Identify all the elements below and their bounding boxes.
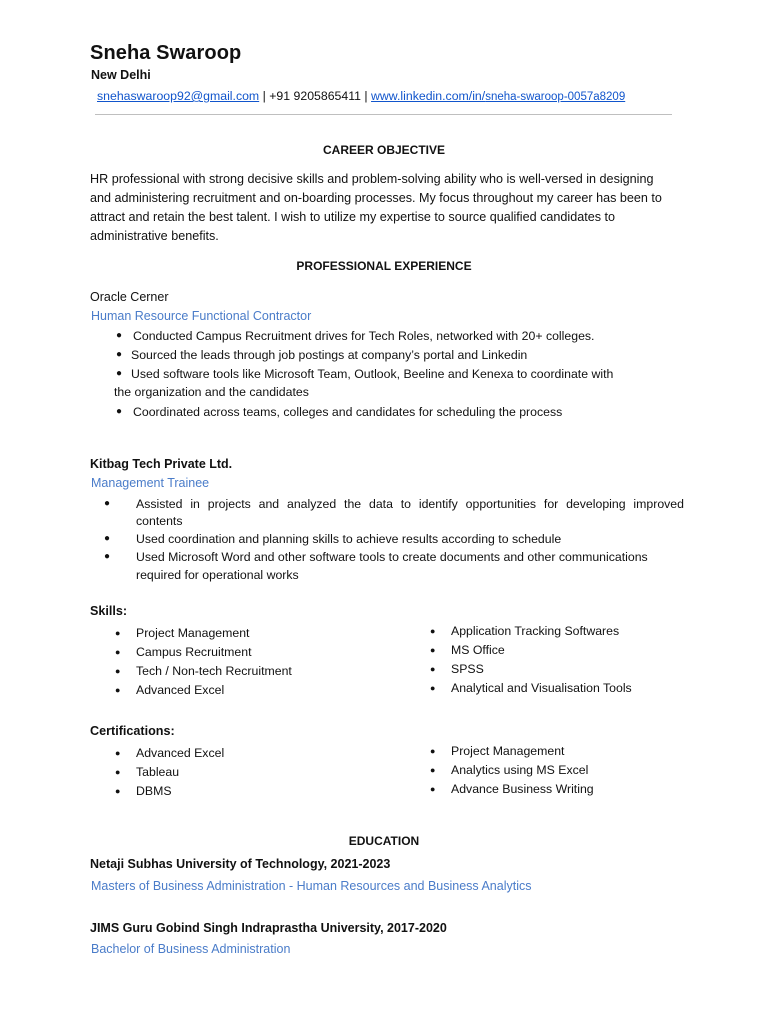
phone-number: +91 9205865411 [269,89,361,103]
bullet-icon: ● [115,786,121,796]
bullet-icon: ● [116,349,123,360]
list-item: ● Tech / Non-tech Recruitment [115,662,405,681]
education-degree: Bachelor of Business Administration [91,942,291,956]
bullet-icon: ● [430,664,436,674]
linkedin-link[interactable] [371,89,625,103]
list-item: ● Used Microsoft Word and other software tools to create documents and other communications [104,550,648,564]
objective-line: administrative benefits. [90,229,219,243]
list-item: ● DBMS [115,782,405,801]
list-item: ● Advance Business Writing [430,780,730,799]
bullet-icon: ● [115,748,121,758]
job-bullets [104,495,684,584]
contact-line [97,89,625,103]
objective-line: and administering recruitment and on-boarding processes. My focus throughout my career has been to [90,191,662,205]
list-item: ● Assisted in projects and analyzed the data to identify opportunities for developing improved [104,497,684,511]
list-item: ● MS Office [430,641,730,660]
list-item: ● Advanced Excel [115,744,405,763]
header-divider [95,114,672,115]
candidate-name: Sneha Swaroop [90,42,242,64]
list-item: ● Application Tracking Softwares [430,622,730,641]
list-item: ● Campus Recruitment [115,643,405,662]
education-school: JIMS Guru Gobind Singh Indraprastha University, 2017-2020 [90,921,447,935]
list-item-continuation: required for operational works [136,568,299,582]
bullet-icon: ● [115,628,121,638]
bullet-icon: ● [104,551,111,562]
job-company: Kitbag Tech Private Ltd. [90,457,233,471]
bullet-icon: ● [116,368,123,379]
bullet-icon: ● [104,498,111,509]
skills-list-right [430,622,730,698]
job-company: Oracle Cerner [90,290,169,304]
list-item: ● Sourced the leads through job postings at company’s portal and Linkedin [116,348,528,362]
bullet-icon: ● [430,626,436,636]
linkedin-prefix: www.linkedin.com/in/ [371,89,486,103]
list-item: ● Used coordination and planning skills to achieve results according to schedule [104,532,562,546]
list-item-continuation: contents [136,514,183,528]
bullet-icon: ● [115,685,121,695]
list-item: ● Coordinated across teams, colleges and candidates for scheduling the process [116,405,563,419]
bullet-icon: ● [104,533,111,544]
list-item: ● Analytical and Visualisation Tools [430,679,730,698]
education-school: Netaji Subhas University of Technology, 2021-2023 [90,857,391,871]
list-item: ● Project Management [115,624,405,643]
list-item: ● Conducted Campus Recruitment drives for Tech Roles, networked with 20+ colleges. [116,329,595,343]
bullet-icon: ● [116,406,123,417]
career-objective-text [90,170,680,246]
contact-separator: | [364,89,368,103]
contact-separator: | [262,89,266,103]
list-item: ● Project Management [430,742,730,761]
bullet-icon: ● [115,767,121,777]
education-degree: Masters of Business Administration - Human Resources and Business Analytics [91,879,532,893]
list-item: ● Analytics using MS Excel [430,761,730,780]
bullet-icon: ● [430,683,436,693]
candidate-city: New Delhi [91,68,151,82]
email-link[interactable]: snehaswaroop92@gmail.com [97,89,260,103]
section-heading-career-objective: CAREER OBJECTIVE [322,143,446,157]
job-bullets [114,327,674,421]
objective-line: HR professional with strong decisive skills and problem-solving ability who is well-versed in designing [90,172,654,186]
list-item: ● Used software tools like Microsoft Team, Outlook, Beeline and Kenexa to coordinate with [116,367,614,381]
certifications-list-right [430,742,730,799]
list-item: ● Advanced Excel [115,681,405,700]
certifications-list-left [115,744,405,801]
job-role: Management Trainee [91,476,210,490]
list-item: ● SPSS [430,660,730,679]
bullet-icon: ● [115,666,121,676]
job-role: Human Resource Functional Contractor [91,309,312,323]
objective-line: attract and retain the best talent. I wish to utilize my expertise to source qualified candidates to [90,210,616,224]
section-heading-education: EDUCATION [348,834,420,848]
bullet-icon: ● [430,645,436,655]
certifications-label: Certifications: [90,724,175,738]
list-item-continuation: the organization and the candidates [114,385,309,399]
bullet-icon: ● [430,784,436,794]
skills-label: Skills: [90,604,128,618]
skills-list-left [115,624,405,700]
bullet-icon: ● [116,330,123,341]
bullet-icon: ● [115,647,121,657]
bullet-icon: ● [430,746,436,756]
linkedin-handle: sneha-swaroop-0057a8209 [485,91,626,103]
bullet-icon: ● [430,765,436,775]
list-item: ● Tableau [115,763,405,782]
section-heading-professional-experience: PROFESSIONAL EXPERIENCE [296,259,472,273]
